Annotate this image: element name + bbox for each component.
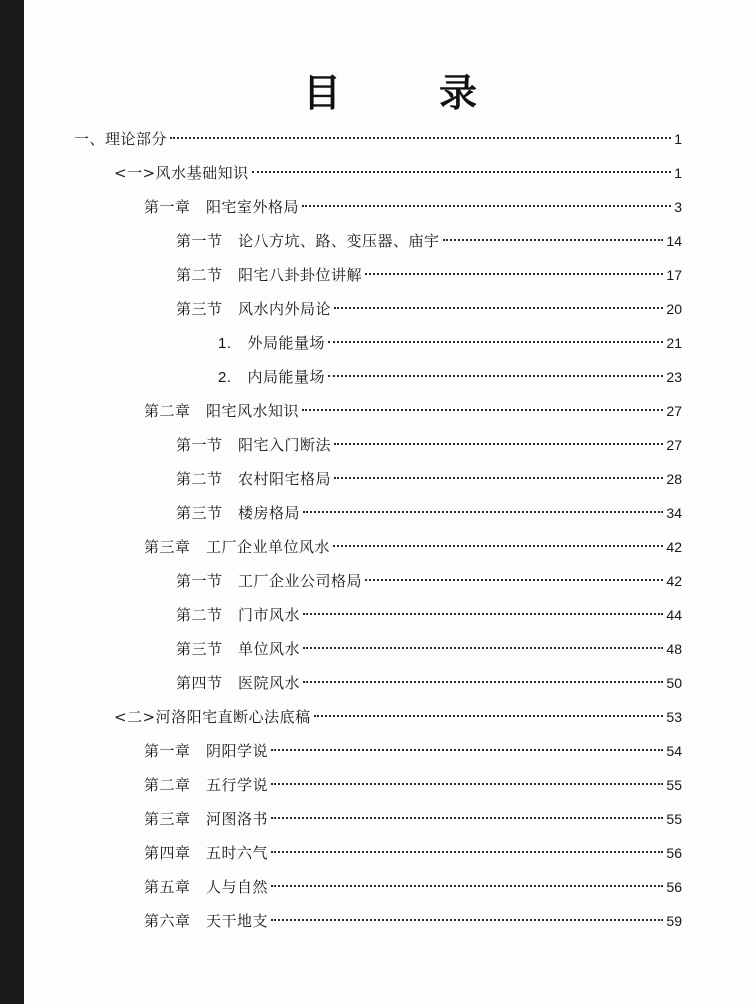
- toc-page-number: 3: [674, 199, 682, 215]
- toc-entry-text: 第二节 阳宅八卦卦位讲解: [176, 266, 363, 284]
- toc-entry[interactable]: [144, 805, 682, 833]
- toc-entry[interactable]: [144, 737, 682, 765]
- toc-dot-leader: [271, 783, 663, 785]
- toc-entry[interactable]: [176, 261, 682, 289]
- toc-page-number: 20: [666, 301, 682, 317]
- toc-entry[interactable]: [218, 329, 682, 357]
- toc-dot-leader: [333, 545, 663, 547]
- toc-page-number: 42: [666, 539, 682, 555]
- toc-dot-leader: [302, 409, 663, 411]
- toc-page-number: 1: [674, 131, 682, 147]
- toc-entry-number: 2.: [218, 369, 232, 386]
- toc-dot-leader: [334, 477, 663, 479]
- toc-entry-text: 第一章 阳宅室外格局: [144, 198, 300, 216]
- toc-page-number: 17: [666, 267, 682, 283]
- toc-entry[interactable]: [144, 397, 682, 425]
- toc-entry-text: 第五章 人与自然: [144, 878, 269, 896]
- toc-dot-leader: [303, 647, 663, 649]
- toc-page-number: 27: [666, 437, 682, 453]
- toc-entry[interactable]: [176, 227, 682, 255]
- toc-entry-text: <二>河洛阳宅直断心法底稿: [114, 708, 311, 726]
- toc-entry-text: 一、理论部分: [74, 130, 168, 148]
- toc-entry-text: 第二章 五行学说: [144, 776, 269, 794]
- toc-dot-leader: [170, 137, 671, 139]
- toc-entry-text: [218, 363, 325, 392]
- toc-page-number: 50: [666, 675, 682, 691]
- toc-dot-leader: [443, 239, 664, 241]
- toc-page-number: 59: [666, 913, 682, 929]
- toc-entry[interactable]: [176, 567, 682, 595]
- toc-page-number: 21: [666, 335, 682, 351]
- toc-entry[interactable]: [176, 635, 682, 663]
- toc-entry-text: 第四章 五时六气: [144, 844, 269, 862]
- toc-entry[interactable]: [144, 873, 682, 901]
- toc-entry-text: <一>风水基础知识: [114, 164, 249, 182]
- toc-dot-leader: [314, 715, 664, 717]
- toc-dot-leader: [303, 681, 663, 683]
- toc-page-number: 56: [666, 845, 682, 861]
- toc-dot-leader: [271, 851, 663, 853]
- toc-entry-text: [218, 329, 325, 358]
- toc-dot-leader: [365, 273, 663, 275]
- toc-entry[interactable]: [176, 601, 682, 629]
- toc-entry[interactable]: [176, 431, 682, 459]
- toc-page-number: 14: [666, 233, 682, 249]
- toc-entry-text: 第一节 工厂企业公司格局: [176, 572, 363, 590]
- toc-page-number: 44: [666, 607, 682, 623]
- toc-entry[interactable]: [176, 669, 682, 697]
- toc-page-number: 56: [666, 879, 682, 895]
- toc-page-number: 1: [674, 165, 682, 181]
- toc-entry[interactable]: [74, 125, 682, 153]
- toc-entry-title: 外局能量场: [247, 334, 326, 352]
- document-page: [24, 0, 756, 1004]
- toc-entry-text: 第一章 阴阳学说: [144, 742, 269, 760]
- toc-page-number: 48: [666, 641, 682, 657]
- toc-dot-leader: [303, 511, 663, 513]
- toc-dot-leader: [328, 341, 663, 343]
- toc-entry[interactable]: [144, 193, 682, 221]
- toc-entry-text: 第三节 单位风水: [176, 640, 301, 658]
- toc-dot-leader: [252, 171, 672, 173]
- toc-entry-text: 第三节 楼房格局: [176, 504, 301, 522]
- toc-entry[interactable]: [176, 295, 682, 323]
- toc-page-number: 42: [666, 573, 682, 589]
- toc-page-number: 54: [666, 743, 682, 759]
- toc-entry-text: 第四节 医院风水: [176, 674, 301, 692]
- toc-dot-leader: [271, 919, 663, 921]
- toc-entry-text: 第三节 风水内外局论: [176, 300, 332, 318]
- scan-left-edge: [0, 0, 24, 1004]
- toc-dot-leader: [302, 205, 671, 207]
- page-title: 目 录: [302, 71, 507, 116]
- toc-entry[interactable]: [144, 907, 682, 935]
- toc-entry-text: 第一节 论八方坑、路、变压器、庙宇: [176, 232, 440, 250]
- toc-entry-text: 第一节 阳宅入门断法: [176, 436, 332, 454]
- toc-page-number: 55: [666, 777, 682, 793]
- toc-page-number: 53: [666, 709, 682, 725]
- toc-dot-leader: [303, 613, 663, 615]
- toc-page-number: 34: [666, 505, 682, 521]
- toc-dot-leader: [328, 375, 663, 377]
- toc-dot-leader: [271, 817, 663, 819]
- toc-page-number: 27: [666, 403, 682, 419]
- toc-entry-number: 1.: [218, 335, 232, 352]
- toc-page-number: 28: [666, 471, 682, 487]
- toc-page-number: 55: [666, 811, 682, 827]
- toc-entry-text: 第三章 工厂企业单位风水: [144, 538, 331, 556]
- toc-dot-leader: [334, 443, 663, 445]
- toc-entry[interactable]: [176, 499, 682, 527]
- toc-entry-title: 内局能量场: [247, 368, 326, 386]
- toc-entry[interactable]: [114, 703, 682, 731]
- toc-entry[interactable]: [218, 363, 682, 391]
- toc-dot-leader: [334, 307, 663, 309]
- toc-dot-leader: [365, 579, 663, 581]
- toc-entry-text: 第三章 河图洛书: [144, 810, 269, 828]
- toc-entry-text: 第二节 农村阳宅格局: [176, 470, 332, 488]
- toc-dot-leader: [271, 749, 663, 751]
- toc-entry-text: 第二章 阳宅风水知识: [144, 402, 300, 420]
- toc-page-number: 23: [666, 369, 682, 385]
- toc-entry[interactable]: [144, 771, 682, 799]
- toc-entry[interactable]: [176, 465, 682, 493]
- toc-dot-leader: [271, 885, 663, 887]
- toc-entry[interactable]: [144, 533, 682, 561]
- toc-entry-text: 第二节 门市风水: [176, 606, 301, 624]
- toc-entry[interactable]: [144, 839, 682, 867]
- toc-entry-text: 第六章 天干地支: [144, 912, 269, 930]
- toc-entry[interactable]: [114, 159, 682, 187]
